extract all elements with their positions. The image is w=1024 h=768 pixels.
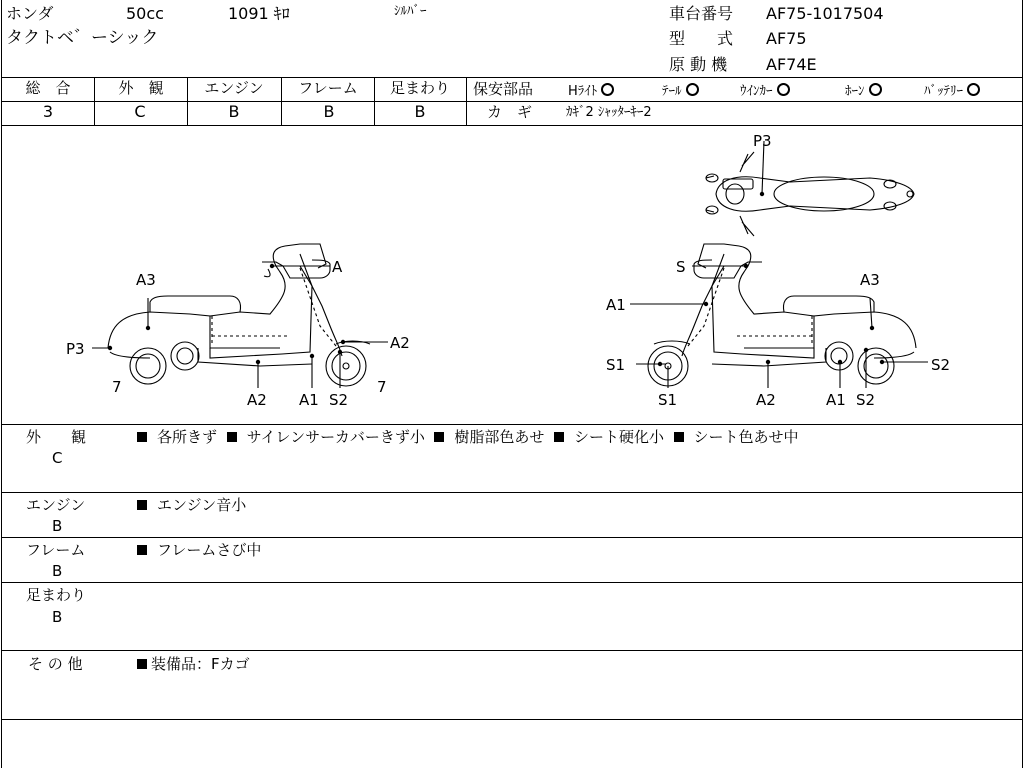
label-left-a3: A3 [136,271,156,289]
divider [1,582,1023,583]
rating-value-appearance: C [134,102,146,121]
safety-item-battery: ﾊﾞｯﾃﾘｰ [924,83,980,98]
ok-circle-icon [686,83,699,96]
scooter-top-view [706,141,914,236]
label-right-s1-bottom: S1 [658,391,678,409]
label-p3-top: P3 [753,132,772,150]
displacement: 50cc [126,4,164,23]
note-items-frame: フレームさび中 [137,543,261,558]
rating-value-engine: B [228,102,240,121]
rating-header-suspension: 足まわり [389,79,450,97]
mileage: 1091 ｷﾛ [228,4,290,23]
label-right-s1-left: S1 [606,356,626,374]
label-right-s2-side: S2 [931,356,951,374]
bullet-square-icon [137,545,147,555]
note-grade-engine: B [52,517,63,535]
note-grade-frame: B [52,562,63,580]
color: ｼﾙﾊﾞｰ [394,4,427,19]
safety-item-winker: ｳｲﾝｶｰ [740,83,790,98]
rating-value-suspension: B [414,102,426,121]
safety-label: 保安部品 [473,80,534,98]
divider [1,101,1023,102]
bullet-square-icon [674,432,684,442]
divider [1,719,1023,720]
ok-circle-icon [869,83,882,96]
label-right-s2-bottom: S2 [856,391,876,409]
ok-circle-icon [601,83,614,96]
label-left-p3: P3 [66,340,85,358]
divider [1,537,1023,538]
bullet-square-icon [434,432,444,442]
label-right-a1: A1 [606,296,626,314]
frame-right [1022,0,1023,768]
divider [1,424,1023,425]
rating-value-overall: 3 [42,102,54,121]
note-label-other: そ の 他 [28,655,83,673]
divider [1,650,1023,651]
divider [1,492,1023,493]
scooter-diagram [0,126,1022,423]
key-value: ｶｷﾞ2 ｼｬｯﾀｰｷｰ2 [566,105,652,120]
label-left-a2-front: A2 [390,334,410,352]
rating-header-appearance: 外 観 [118,79,164,97]
frame-no: AF75-1017504 [766,4,884,23]
bullet-square-icon [227,432,237,442]
ok-circle-icon [967,83,980,96]
safety-item-horn: ﾎｰﾝ [845,83,882,98]
ok-circle-icon [777,83,790,96]
safety-item-headlight: Hﾗｲﾄ [568,83,614,98]
type-label: 型 式 [669,29,734,48]
maker: ホンダ [6,4,54,23]
label-right-a3: A3 [860,271,880,289]
bullet-square-icon [137,432,147,442]
label-left-s2: S2 [329,391,349,409]
rating-header-frame: フレーム [298,79,358,97]
label-left-7-rear: 7 [112,378,122,396]
model-name: タクトベ゛ーシック [6,28,159,48]
type-value: AF75 [766,29,807,48]
label-left-a: A [332,258,343,276]
bullet-square-icon [137,500,147,510]
divider [1,77,1023,78]
rating-header-engine: エンジン [204,79,264,97]
safety-item-tail: ﾃｰﾙ [662,83,699,98]
note-label-frame: フレーム [26,541,86,559]
scooter-left-view [92,244,388,388]
label-left-a1: A1 [299,391,319,409]
note-items-other: 装備品：Fカゴ [137,657,250,672]
note-label-appearance: 外 観 [26,428,87,446]
note-label-engine: エンジン [26,496,86,514]
damage-markers [108,192,884,366]
key-label: カ ギ [487,103,533,121]
note-grade-appearance: C [52,449,63,467]
note-label-suspension: 足まわり [26,586,87,604]
label-right-a2: A2 [756,391,776,409]
label-right-a1-bottom: A1 [826,391,846,409]
rating-value-frame: B [323,102,335,121]
bullet-square-icon [554,432,564,442]
label-left-7-front: 7 [377,378,387,396]
note-items-appearance: 各所きず サイレンサーカバーきず小 樹脂部色あせ シート硬化小 シート色あせ中 [137,430,799,445]
bullet-square-icon [137,659,147,669]
frame-no-label: 車台番号 [669,4,734,23]
scooter-right-view [630,244,928,388]
engine-value: AF74E [766,55,817,74]
rating-header-overall: 総 合 [25,79,71,97]
label-left-a2-bottom: A2 [247,391,267,409]
engine-label: 原 動 機 [669,55,728,74]
label-right-s: S [676,258,686,276]
note-grade-suspension: B [52,608,63,626]
note-items-engine: エンジン音小 [137,498,246,513]
